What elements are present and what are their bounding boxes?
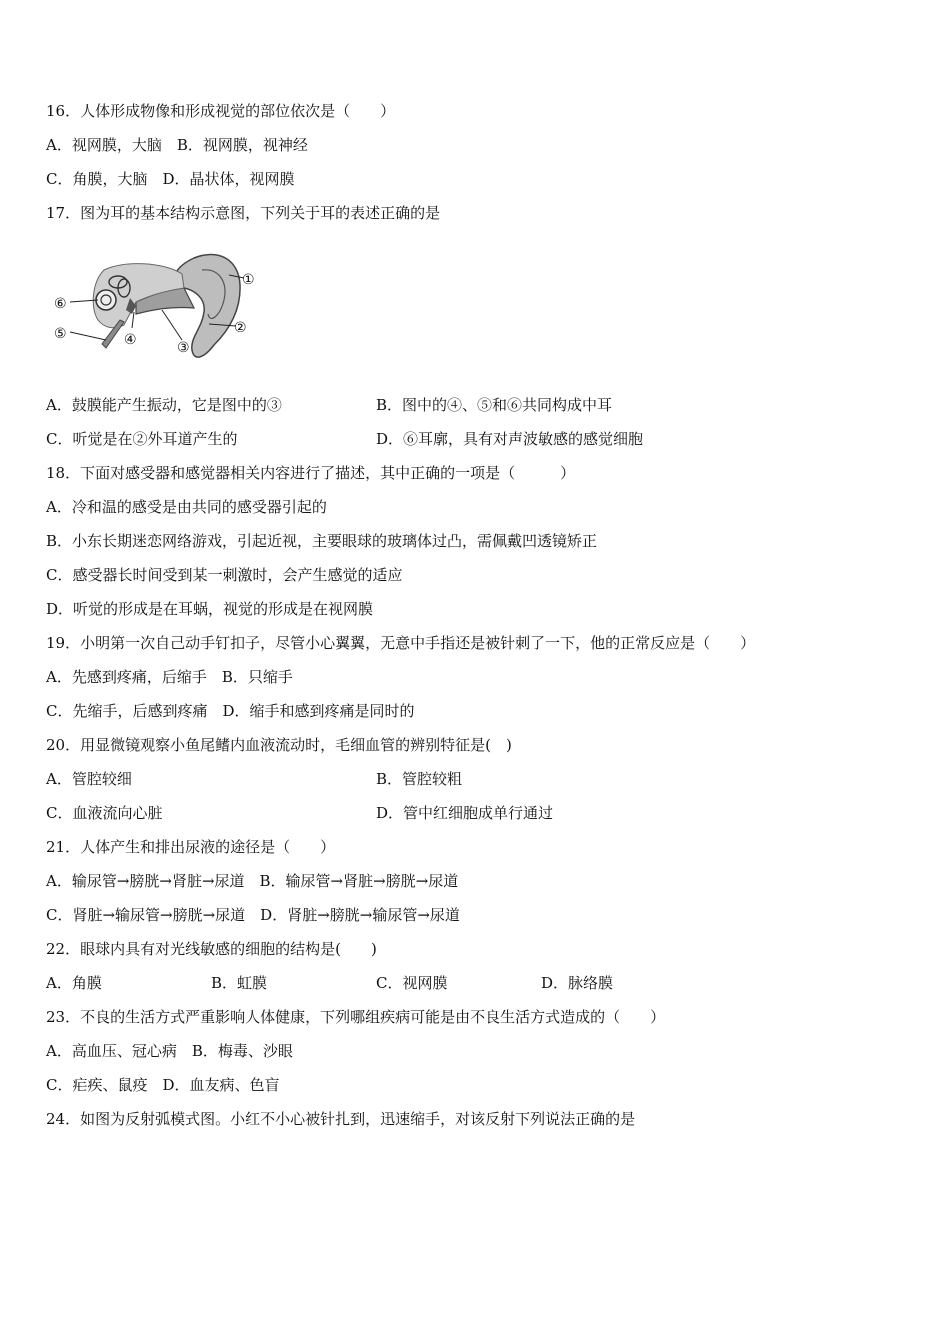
question-20-option-c: C．血液流向心脏 xyxy=(46,804,163,822)
question-17-options-cd xyxy=(46,429,644,449)
question-20-stem: 20．用显微镜观察小鱼尾鳍内血液流动时，毛细血管的辨别特征是( ) xyxy=(46,736,512,754)
question-23-stem: 23．不良的生活方式严重影响人体健康，下列哪组疾病可能是由不良生活方式造成的（ ） xyxy=(46,1008,666,1026)
question-19-options-ab: A．先感到疼痛，后缩手 B．只缩手 xyxy=(46,668,293,686)
figure-label-1: ① xyxy=(242,272,255,288)
question-22-options xyxy=(46,973,614,993)
question-17-option-b: B．图中的④、⑤和⑥共同构成中耳 xyxy=(376,396,613,414)
question-19-stem: 19．小明第一次自己动手钉扣子，尽管小心翼翼，无意中手指还是被针刺了一下，他的正常反应是（ ） xyxy=(46,634,756,652)
question-20-option-a: A．管腔较细 xyxy=(46,770,132,788)
ear-structure-figure xyxy=(44,240,264,370)
question-16-options-cd: C．角膜，大脑 D．晶状体，视网膜 xyxy=(46,170,295,188)
leader-line-4 xyxy=(132,312,134,328)
question-22-option-a: A．角膜 xyxy=(46,974,102,992)
question-20-option-d: D．管中红细胞成单行通过 xyxy=(376,804,554,822)
question-22-option-d: D．脉络膜 xyxy=(541,974,614,992)
question-17-options-ab xyxy=(46,395,613,415)
question-16-stem: 16．人体形成物像和形成视觉的部位依次是（ ） xyxy=(46,102,396,120)
figure-label-3: ③ xyxy=(177,340,190,356)
question-18-option-d: D．听觉的形成是在耳蜗，视觉的形成是在视网膜 xyxy=(46,600,374,618)
question-22-option-b: B．虹膜 xyxy=(211,974,268,992)
question-18-option-c: C．感受器长时间受到某一刺激时，会产生感觉的适应 xyxy=(46,566,403,584)
leader-line-3 xyxy=(162,310,182,340)
question-22-stem: 22．眼球内具有对光线敏感的细胞的结构是( ) xyxy=(46,940,377,958)
question-23-options-ab: A．高血压、冠心病 B．梅毒、沙眼 xyxy=(46,1042,293,1060)
question-20-option-b: B．管腔较粗 xyxy=(376,770,463,788)
question-20-options-cd xyxy=(46,803,554,823)
question-19-options-cd: C．先缩手，后感到疼痛 D．缩手和感到疼痛是同时的 xyxy=(46,702,415,720)
figure-label-6: ⑥ xyxy=(54,296,67,312)
question-18-option-a: A．冷和温的感受是由共同的感受器引起的 xyxy=(46,498,327,516)
question-17-option-a: A．鼓膜能产生振动，它是图中的③ xyxy=(46,396,282,414)
question-21-stem: 21．人体产生和排出尿液的途径是（ ） xyxy=(46,838,336,856)
cochlea-outer xyxy=(96,290,116,310)
question-20-options-ab xyxy=(46,769,463,789)
figure-label-5: ⑤ xyxy=(54,326,67,342)
figure-label-4: ④ xyxy=(124,332,137,348)
question-17-stem: 17．图为耳的基本结构示意图，下列关于耳的表述正确的是 xyxy=(46,204,441,222)
question-21-options-cd: C．肾脏→输尿管→膀胱→尿道 D．肾脏→膀胱→输尿管→尿道 xyxy=(46,906,460,924)
question-24-stem: 24．如图为反射弧模式图。小红不小心被针扎到，迅速缩手，对该反射下列说法正确的是 xyxy=(46,1110,636,1128)
leader-line-5 xyxy=(70,332,106,340)
question-17-option-c: C．听觉是在②外耳道产生的 xyxy=(46,430,238,448)
ear-diagram-image xyxy=(44,240,264,370)
question-18-stem: 18．下面对感受器和感觉器相关内容进行了描述，其中正确的一项是（ ） xyxy=(46,464,576,482)
question-18-option-b: B．小东长期迷恋网络游戏，引起近视，主要眼球的玻璃体过凸，需佩戴凹透镜矫正 xyxy=(46,532,598,550)
question-21-options-ab: A．输尿管→膀胱→肾脏→尿道 B．输尿管→肾脏→膀胱→尿道 xyxy=(46,872,459,890)
figure-label-2: ② xyxy=(234,320,247,336)
question-16-options-ab: A．视网膜，大脑 B．视网膜，视神经 xyxy=(46,136,308,154)
question-22-option-c: C．视网膜 xyxy=(376,974,448,992)
question-17-option-d: D．⑥耳廓，具有对声波敏感的感觉细胞 xyxy=(376,430,644,448)
question-23-options-cd: C．疟疾、鼠疫 D．血友病、色盲 xyxy=(46,1076,280,1094)
